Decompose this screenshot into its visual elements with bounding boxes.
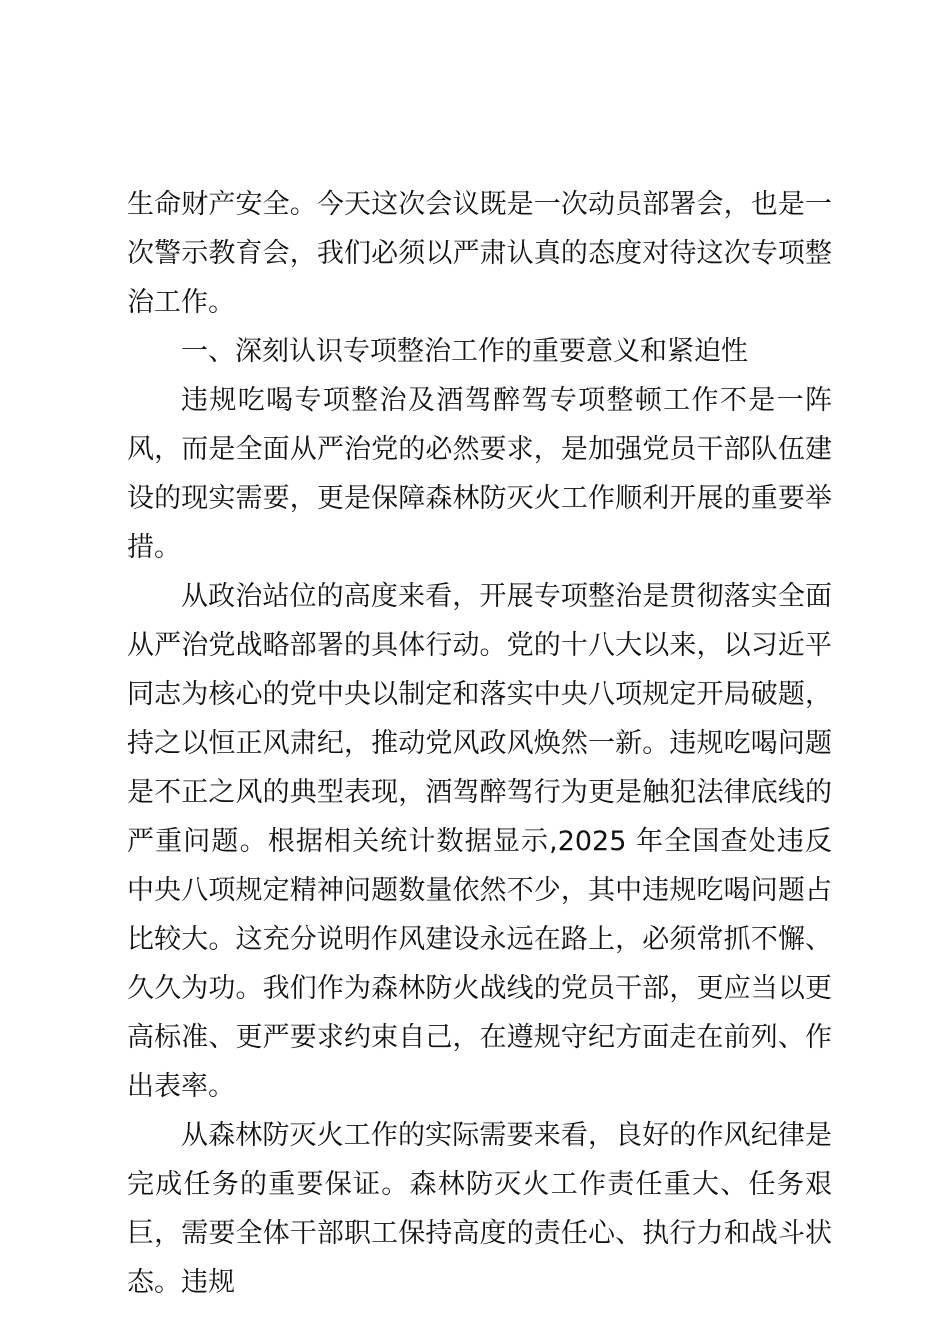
- document-body: [127, 180, 832, 1307]
- paragraph: 违规吃喝专项整治及酒驾醉驾专项整顿工作不是一阵风，而是全面从严治党的必然要求，是加强党员干部队伍建设的现实需要，更是保障森林防灭火工作顺利开展的重要举措。: [127, 385, 832, 563]
- paragraph: 从政治站位的高度来看，开展专项整治是贯彻落实全面从严治党战略部署的具体行动。党的十八大以来，以习近平同志为核心的党中央以制定和落实中央八项规定开局破题，持之以恒正风肃纪，推动党风政风焕然一新。违规吃喝问题是不正之风的典型表现，酒驾醉驾行为更是触犯法律底线的严重问题。根据相关统计数据显示,2025 年全国查处违反中央八项规定精神问题数量依然不少，其中违规吃喝问题占比较大。这充分说明作风建设永远在路上，必须常抓不懈、久久为功。我们作为森林防火战线的党员干部，更应当以更高标准、更严要求约束自己，在遵规守纪方面走在前列、作出表率。: [127, 581, 832, 1102]
- paragraph-continuation: 生命财产安全。今天这次会议既是一次动员部署会，也是一次警示教育会，我们必须以严肃认真的态度对待这次专项整治工作。: [127, 189, 832, 318]
- section-heading: 一、深刻认识专项整治工作的重要意义和紧迫性: [181, 336, 748, 367]
- paragraph: 从森林防灭火工作的实际需要来看，良好的作风纪律是完成任务的重要保证。森林防灭火工作责任重大、任务艰巨，需要全体干部职工保持高度的责任心、执行力和战斗状态。违规: [127, 1120, 832, 1298]
